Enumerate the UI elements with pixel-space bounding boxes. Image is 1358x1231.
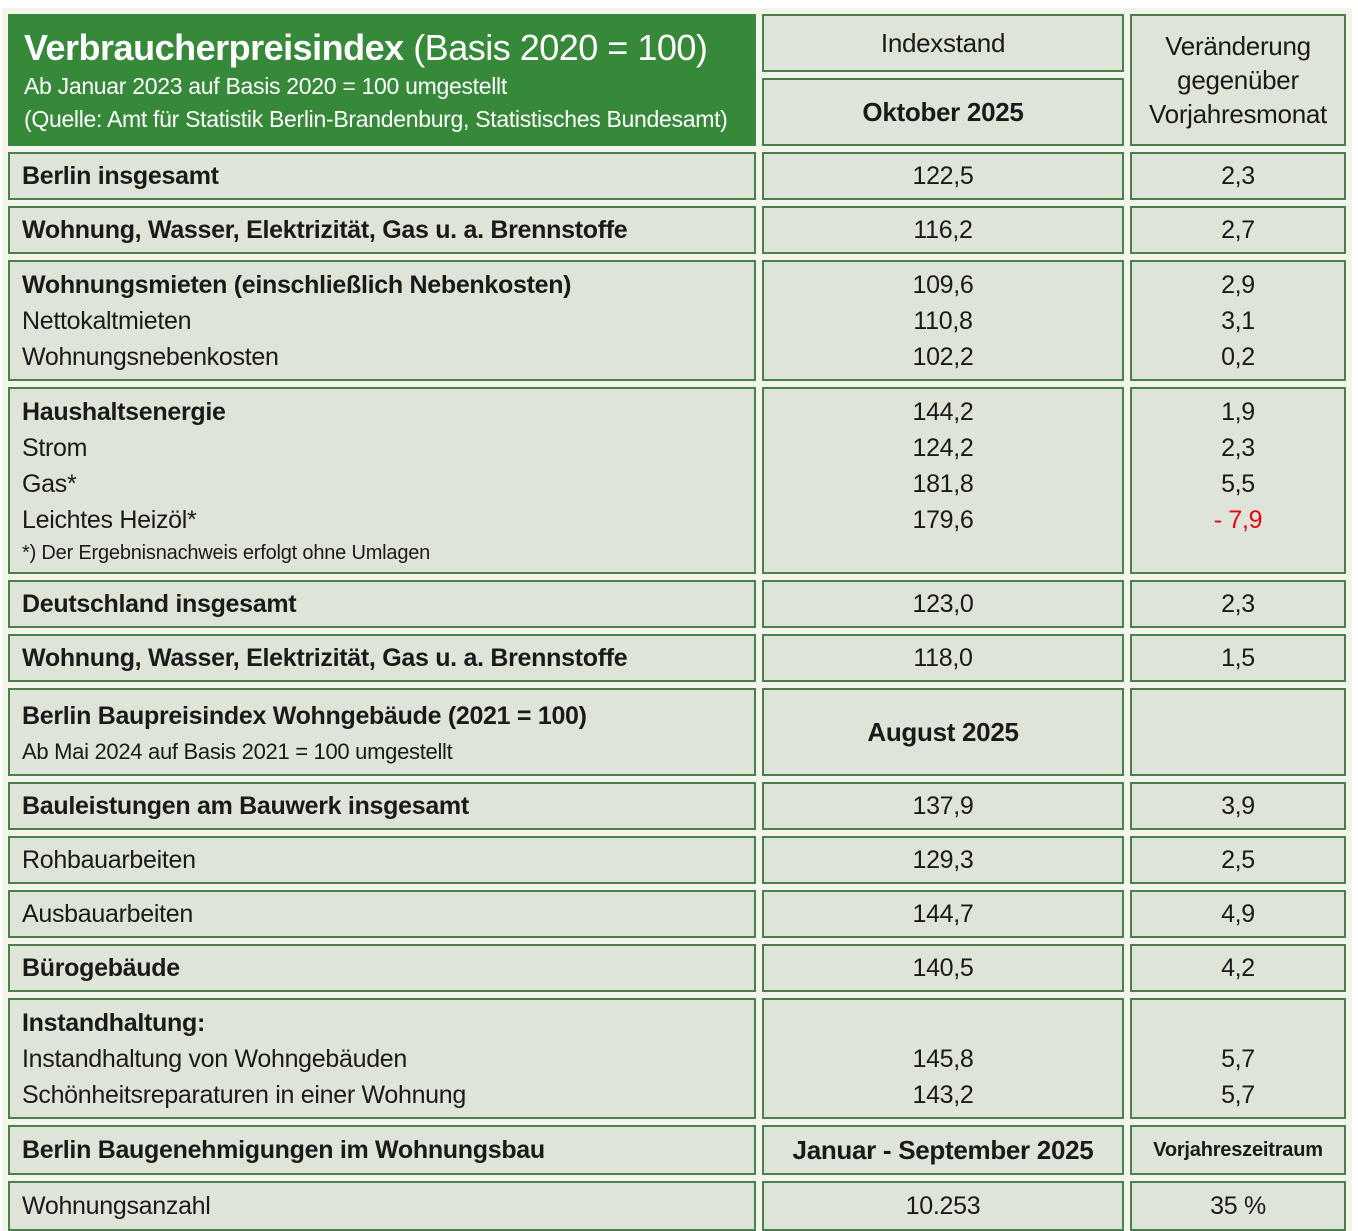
column-header-change: Veränderung gegenüber Vorjahresmonat	[1130, 14, 1346, 146]
row-change-value: 35 %	[1130, 1181, 1346, 1231]
section-row	[8, 1125, 1346, 1175]
section-label: Berlin Baugenehmigungen im Wohnungsbau	[8, 1125, 756, 1175]
row-change-value: 2,3	[1130, 152, 1346, 200]
table-row	[8, 634, 1346, 682]
row-label: Deutschland insgesamt	[8, 580, 756, 628]
row-label: Ausbauarbeiten	[8, 890, 756, 938]
row-index-value: 144,7	[762, 890, 1124, 938]
row-change-value: 1,5	[1130, 634, 1346, 682]
row-change-value: 2,7	[1130, 206, 1346, 254]
price-index-table	[2, 8, 1352, 1231]
section-subtitle: Ab Mai 2024 auf Basis 2021 = 100 umgestellt	[22, 739, 453, 764]
table-row	[8, 206, 1346, 254]
row-label: Instandhaltung:	[22, 1009, 205, 1037]
empty-cell	[1130, 688, 1346, 776]
row-index-value: 137,9	[762, 782, 1124, 830]
section-period: August 2025	[762, 688, 1124, 776]
negative-change-value: - 7,9	[1213, 506, 1263, 534]
table-title: Verbraucherpreisindex (Basis 2020 = 100)	[24, 27, 708, 68]
row-label: Strom	[22, 434, 88, 462]
row-label: Bürogebäude	[8, 944, 756, 992]
row-index-value: 116,2	[762, 206, 1124, 254]
table-row-group	[8, 387, 1346, 574]
footnote: *) Der Ergebnisnachweis erfolgt ohne Umlagen	[22, 542, 431, 564]
table-row	[8, 890, 1346, 938]
row-labels	[8, 260, 756, 381]
row-change-values: 2,9 3,1 0,2	[1130, 260, 1346, 381]
row-label: Leichtes Heizöl*	[22, 506, 197, 534]
column-header-month: Oktober 2025	[762, 78, 1124, 146]
table-row	[8, 580, 1346, 628]
section-label	[8, 688, 756, 776]
row-change-value: 3,9	[1130, 782, 1346, 830]
row-label: Gas*	[22, 470, 77, 498]
row-label: Nettokaltmieten	[22, 307, 192, 335]
table-row	[8, 1181, 1346, 1231]
row-index-values: 145,8 143,2	[762, 998, 1124, 1119]
row-label: Wohnung, Wasser, Elektrizität, Gas u. a. Brennstoffe	[8, 634, 756, 682]
row-label: Instandhaltung von Wohngebäuden	[22, 1045, 408, 1073]
table-row	[8, 836, 1346, 884]
row-change-value: 4,2	[1130, 944, 1346, 992]
row-labels	[8, 387, 756, 574]
column-header-indexstand: Indexstand	[762, 14, 1124, 72]
table-row	[8, 944, 1346, 992]
row-index-value: 140,5	[762, 944, 1124, 992]
row-index-value: 118,0	[762, 634, 1124, 682]
row-label: Wohnungsnebenkosten	[22, 343, 279, 371]
table-row-group	[8, 998, 1346, 1119]
row-index-values: 109,6 110,8 102,2	[762, 260, 1124, 381]
row-label: Wohnungsanzahl	[8, 1181, 756, 1231]
masthead	[8, 14, 756, 146]
header-row-1	[8, 14, 1346, 72]
table-subtitle-2: (Quelle: Amt für Statistik Berlin-Brandenburg, Statistisches Bundesamt)	[24, 106, 728, 132]
row-index-value: 123,0	[762, 580, 1124, 628]
section-title: Berlin Baupreisindex Wohngebäude (2021 = 100)	[22, 702, 587, 730]
row-change-values: 1,9 2,3 5,5 - 7,9	[1130, 387, 1346, 574]
row-index-values: 144,2 124,2 181,8 179,6	[762, 387, 1124, 574]
table-row	[8, 152, 1346, 200]
row-label: Wohnungsmieten (einschließlich Nebenkosten)	[22, 271, 572, 299]
row-change-value: 2,5	[1130, 836, 1346, 884]
row-label: Haushaltsenergie	[22, 398, 226, 426]
row-label: Wohnung, Wasser, Elektrizität, Gas u. a. Brennstoffe	[8, 206, 756, 254]
row-index-value: 122,5	[762, 152, 1124, 200]
row-change-value: 2,3	[1130, 580, 1346, 628]
section-period: Januar - September 2025	[762, 1125, 1124, 1175]
row-index-value: 10.253	[762, 1181, 1124, 1231]
table-row-group	[8, 260, 1346, 381]
table-subtitle-1: Ab Januar 2023 auf Basis 2020 = 100 umgestellt	[24, 73, 507, 99]
row-labels	[8, 998, 756, 1119]
row-label: Rohbauarbeiten	[8, 836, 756, 884]
row-label: Schönheitsreparaturen in einer Wohnung	[22, 1081, 466, 1109]
section-row	[8, 688, 1346, 776]
section-change-label: Vorjahreszeitraum	[1130, 1125, 1346, 1175]
row-change-values: 5,7 5,7	[1130, 998, 1346, 1119]
row-label: Bauleistungen am Bauwerk insgesamt	[8, 782, 756, 830]
row-change-value: 4,9	[1130, 890, 1346, 938]
row-label: Berlin insgesamt	[8, 152, 756, 200]
row-index-value: 129,3	[762, 836, 1124, 884]
table-row	[8, 782, 1346, 830]
